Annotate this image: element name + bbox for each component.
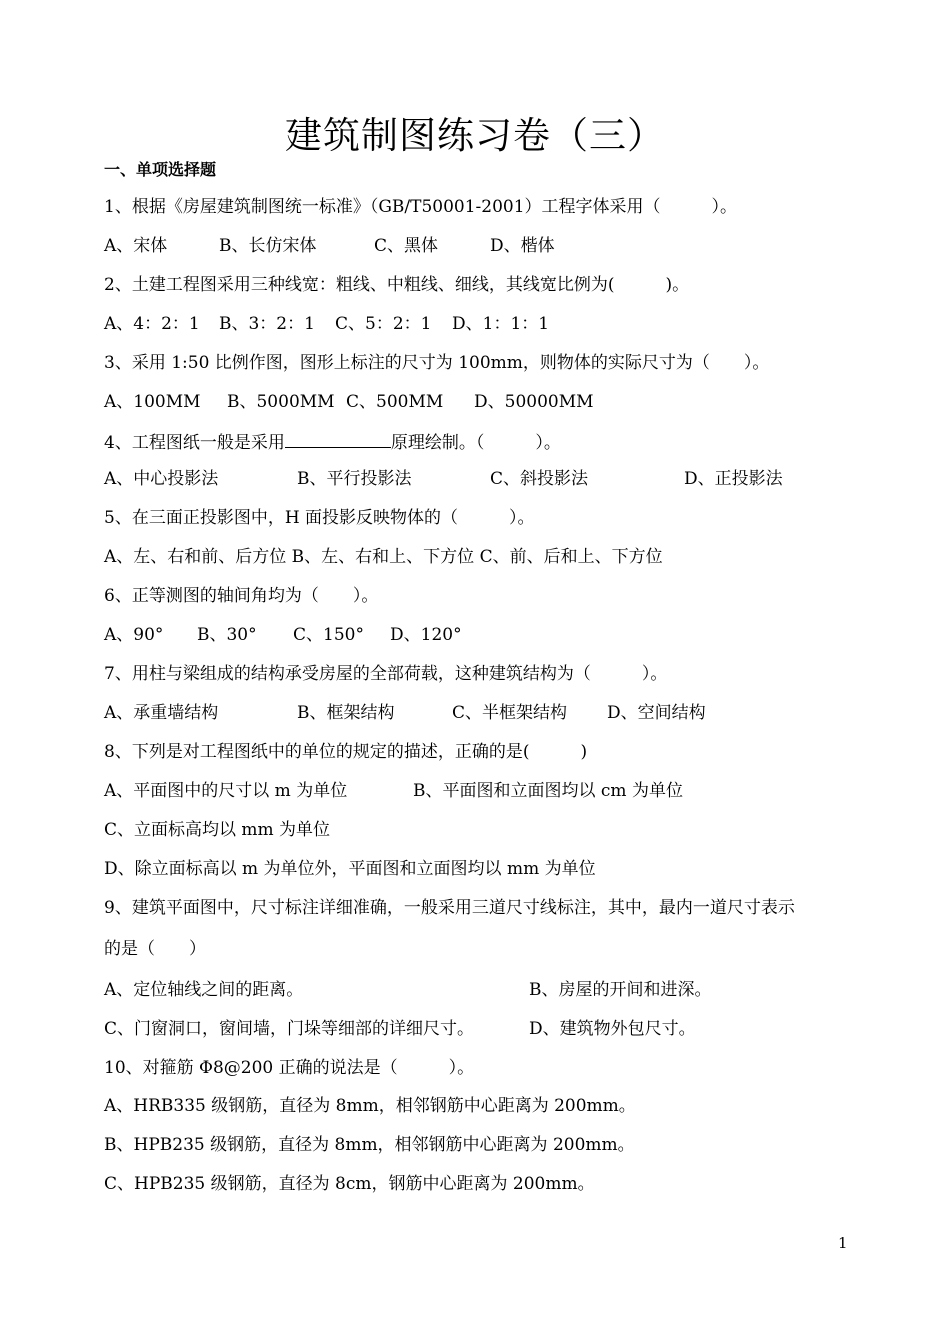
page-title: 建筑制图练习卷（三） (285, 114, 665, 157)
q9-option-d: D、建筑物外包尺寸。 (529, 1019, 696, 1039)
q7-option-c: C、半框架结构 (452, 703, 568, 723)
q6-option-b: B、30° (197, 625, 257, 645)
q4-option-c: C、斜投影法 (490, 469, 589, 489)
section-heading: 一、单项选择题 (104, 160, 217, 179)
q5-options: A、左、右和前、后方位 B、左、右和上、下方位 C、前、后和上、下方位 (104, 547, 663, 567)
q8-option-c: C、立面标高均以 mm 为单位 (104, 820, 331, 840)
question-9-line-2: 的是（ ） (104, 939, 206, 959)
q2-option-b: B、3：2：1 (219, 314, 315, 334)
question-7: 7、用柱与梁组成的结构承受房屋的全部荷载，这种建筑结构为（ ）。 (104, 664, 668, 684)
q1-option-a: A、宋体 (104, 236, 168, 256)
q3-option-d: D、50000MM (474, 392, 594, 412)
question-6: 6、正等测图的轴间角均为（ ）。 (104, 586, 379, 606)
q1-option-b: B、长仿宋体 (219, 236, 317, 256)
question-2: 2、土建工程图采用三种线宽：粗线、中粗线、细线，其线宽比例为( )。 (104, 275, 690, 295)
q2-option-c: C、5：2：1 (335, 314, 432, 334)
question-4-suffix: 原理绘制。（ ）。 (390, 433, 561, 453)
q10-option-b: B、HPB235 级钢筋，直径为 8mm，相邻钢筋中心距离为 200mm。 (104, 1135, 635, 1155)
q2-option-a: A、4：2：1 (104, 314, 200, 334)
q3-option-a: A、100MM (104, 392, 201, 412)
q3-option-c: C、500MM (346, 392, 444, 412)
question-4-prefix: 4、工程图纸一般是采用 (104, 433, 285, 453)
q3-option-b: B、5000MM (227, 392, 335, 412)
q4-option-a: A、中心投影法 (104, 469, 219, 489)
q2-option-d: D、1：1：1 (452, 314, 550, 334)
q6-option-c: C、150° (293, 625, 364, 645)
q10-option-a: A、HRB335 级钢筋，直径为 8mm，相邻钢筋中心距离为 200mm。 (104, 1096, 636, 1116)
q1-option-d: D、楷体 (490, 236, 555, 256)
q8-option-b: B、平面图和立面图均以 cm 为单位 (413, 781, 683, 801)
q1-option-c: C、黑体 (374, 236, 439, 256)
q6-option-a: A、90° (104, 625, 164, 645)
question-4 (104, 427, 561, 456)
q8-option-d: D、除立面标高以 m 为单位外，平面图和立面图均以 mm 为单位 (104, 859, 596, 879)
question-5: 5、在三面正投影图中，H 面投影反映物体的（ ）。 (104, 508, 535, 528)
question-3: 3、采用 1:50 比例作图，图形上标注的尺寸为 100mm，则物体的实际尺寸为（ ）。 (104, 353, 770, 373)
page-number: 1 (838, 1234, 848, 1252)
q9-option-a: A、定位轴线之间的距离。 (104, 980, 304, 1000)
question-10: 10、对箍筋 Φ8@200 正确的说法是（ ）。 (104, 1058, 475, 1078)
q7-option-a: A、承重墙结构 (104, 703, 219, 723)
q4-option-b: B、平行投影法 (297, 469, 412, 489)
q9-option-c: C、门窗洞口，窗间墙，门垛等细部的详细尺寸。 (104, 1019, 475, 1039)
fill-in-blank (285, 427, 391, 448)
question-9-line-1: 9、建筑平面图中，尺寸标注详细准确，一般采用三道尺寸线标注，其中，最内一道尺寸表示 (104, 898, 795, 918)
q7-option-d: D、空间结构 (607, 703, 706, 723)
q7-option-b: B、框架结构 (297, 703, 395, 723)
q10-option-c: C、HPB235 级钢筋，直径为 8cm，钢筋中心距离为 200mm。 (104, 1174, 595, 1194)
q8-option-a: A、平面图中的尺寸以 m 为单位 (104, 781, 348, 801)
q6-option-d: D、120° (390, 625, 462, 645)
question-8: 8、下列是对工程图纸中的单位的规定的描述，正确的是( ) (104, 742, 588, 762)
q4-option-d: D、正投影法 (684, 469, 783, 489)
question-1: 1、根据《房屋建筑制图统一标准》（GB/T50001-2001）工程字体采用（ ）。 (104, 197, 738, 217)
q9-option-b: B、房屋的开间和进深。 (529, 980, 712, 1000)
